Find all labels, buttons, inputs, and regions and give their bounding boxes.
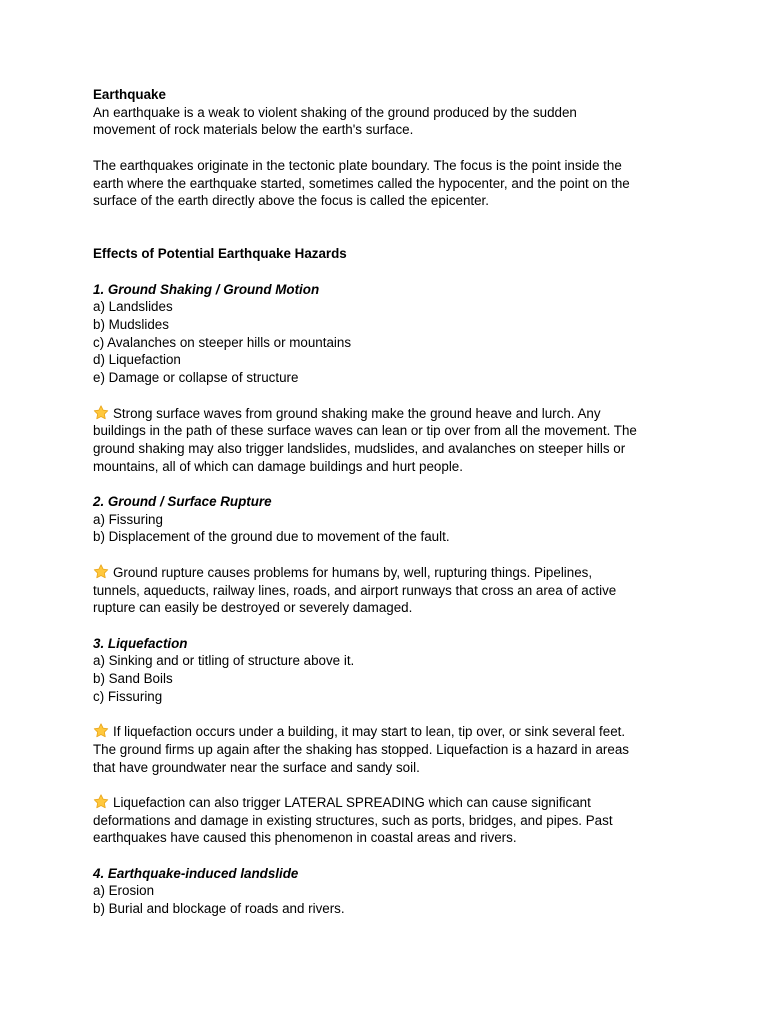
hazard-sections: [93, 281, 678, 918]
note-line: [93, 564, 678, 582]
intro-paragraph-2-line-2: earth where the earthquake started, sometimes called the hypocenter, and the point on the: [93, 175, 630, 191]
intro-paragraph-2-line-3: surface of the earth directly above the focus is called the epicenter.: [93, 193, 489, 209]
note-line: [93, 759, 678, 777]
hazard-section: [93, 281, 678, 476]
spacer: [93, 546, 678, 564]
note-text: earthquakes have caused this phenomenon in coastal areas and rivers.: [93, 830, 517, 846]
star-icon: [93, 564, 109, 579]
note-text: Strong surface waves from ground shaking make the ground heave and lurch. Any: [113, 405, 601, 421]
hazard-section: [93, 635, 678, 847]
list-item: a) Landslides: [93, 299, 173, 315]
list-item: e) Damage or collapse of structure: [93, 370, 299, 386]
spacer: [93, 263, 678, 281]
document-page: [93, 86, 678, 918]
note-text: deformations and damage in existing structures, such as ports, bridges, and pipes. Past: [93, 812, 613, 828]
star-icon: [93, 794, 109, 809]
note-paragraph: [93, 723, 678, 776]
list-item: a) Fissuring: [93, 511, 163, 527]
note-line: [93, 458, 678, 476]
note-text: buildings in the path of these surface waves can lean or tip over from all the movement. The: [93, 423, 637, 439]
note-line: [93, 440, 678, 458]
note-line: [93, 582, 678, 600]
effects-heading: Effects of Potential Earthquake Hazards: [93, 246, 347, 262]
intro-paragraph-2-line-1: The earthquakes originate in the tectonic plate boundary. The focus is the point inside the: [93, 157, 622, 173]
list-item: b) Displacement of the ground due to movement of the fault.: [93, 529, 450, 545]
spacer: [93, 475, 678, 493]
note-text: If liquefaction occurs under a building, it may start to lean, tip over, or sink several feet.: [113, 724, 626, 740]
spacer: [93, 387, 678, 405]
intro-paragraph-1-line-1: An earthquake is a weak to violent shaking of the ground produced by the sudden: [93, 104, 577, 120]
section-heading: 4. Earthquake-induced landslide: [93, 865, 299, 881]
note-line: [93, 599, 678, 617]
note-text: The ground firms up again after the shaking has stopped. Liquefaction is a hazard in areas: [93, 741, 629, 757]
list-item: b) Burial and blockage of roads and rivers.: [93, 901, 345, 917]
list-item: a) Erosion: [93, 883, 155, 899]
note-paragraph: [93, 564, 678, 617]
note-text: Ground rupture causes problems for humans by, well, rupturing things. Pipelines,: [113, 564, 593, 580]
list-item: c) Avalanches on steeper hills or mountains: [93, 334, 352, 350]
spacer: [93, 210, 678, 228]
note-paragraph: [93, 794, 678, 847]
hazard-section: [93, 493, 678, 617]
note-line: [93, 741, 678, 759]
list-item: a) Sinking and or titling of structure above it.: [93, 653, 355, 669]
list-item: b) Mudslides: [93, 317, 169, 333]
star-icon: [93, 723, 109, 738]
note-text: Liquefaction can also trigger LATERAL SPREADING which can cause significant: [113, 794, 591, 810]
note-line: [93, 794, 678, 812]
spacer: [93, 617, 678, 635]
section-heading: 2. Ground / Surface Rupture: [93, 494, 272, 510]
spacer: [93, 139, 678, 157]
list-item: c) Fissuring: [93, 688, 163, 704]
section-heading: 3. Liquefaction: [93, 635, 188, 651]
list-item: d) Liquefaction: [93, 352, 181, 368]
note-line: [93, 812, 678, 830]
note-text: rupture can easily be destroyed or severely damaged.: [93, 600, 413, 616]
note-line: [93, 829, 678, 847]
note-text: ground shaking may also trigger landslides, mudslides, and avalanches on steeper hills or: [93, 440, 626, 456]
list-item: b) Sand Boils: [93, 671, 173, 687]
note-line: [93, 422, 678, 440]
spacer: [93, 847, 678, 865]
note-text: mountains, all of which can damage buildings and hurt people.: [93, 458, 463, 474]
note-text: tunnels, aqueducts, railway lines, roads, and airport runways that cross an area of active: [93, 582, 617, 598]
note-line: [93, 723, 678, 741]
note-line: [93, 405, 678, 423]
intro-paragraph-1-line-2: movement of rock materials below the earth's surface.: [93, 122, 414, 138]
document-title: Earthquake: [93, 87, 166, 102]
note-text: that have groundwater near the surface and sandy soil.: [93, 759, 420, 775]
note-paragraph: [93, 405, 678, 476]
star-icon: [93, 405, 109, 420]
hazard-section: [93, 865, 678, 918]
spacer: [93, 228, 678, 246]
spacer: [93, 705, 678, 723]
spacer: [93, 776, 678, 794]
section-heading: 1. Ground Shaking / Ground Motion: [93, 281, 320, 297]
